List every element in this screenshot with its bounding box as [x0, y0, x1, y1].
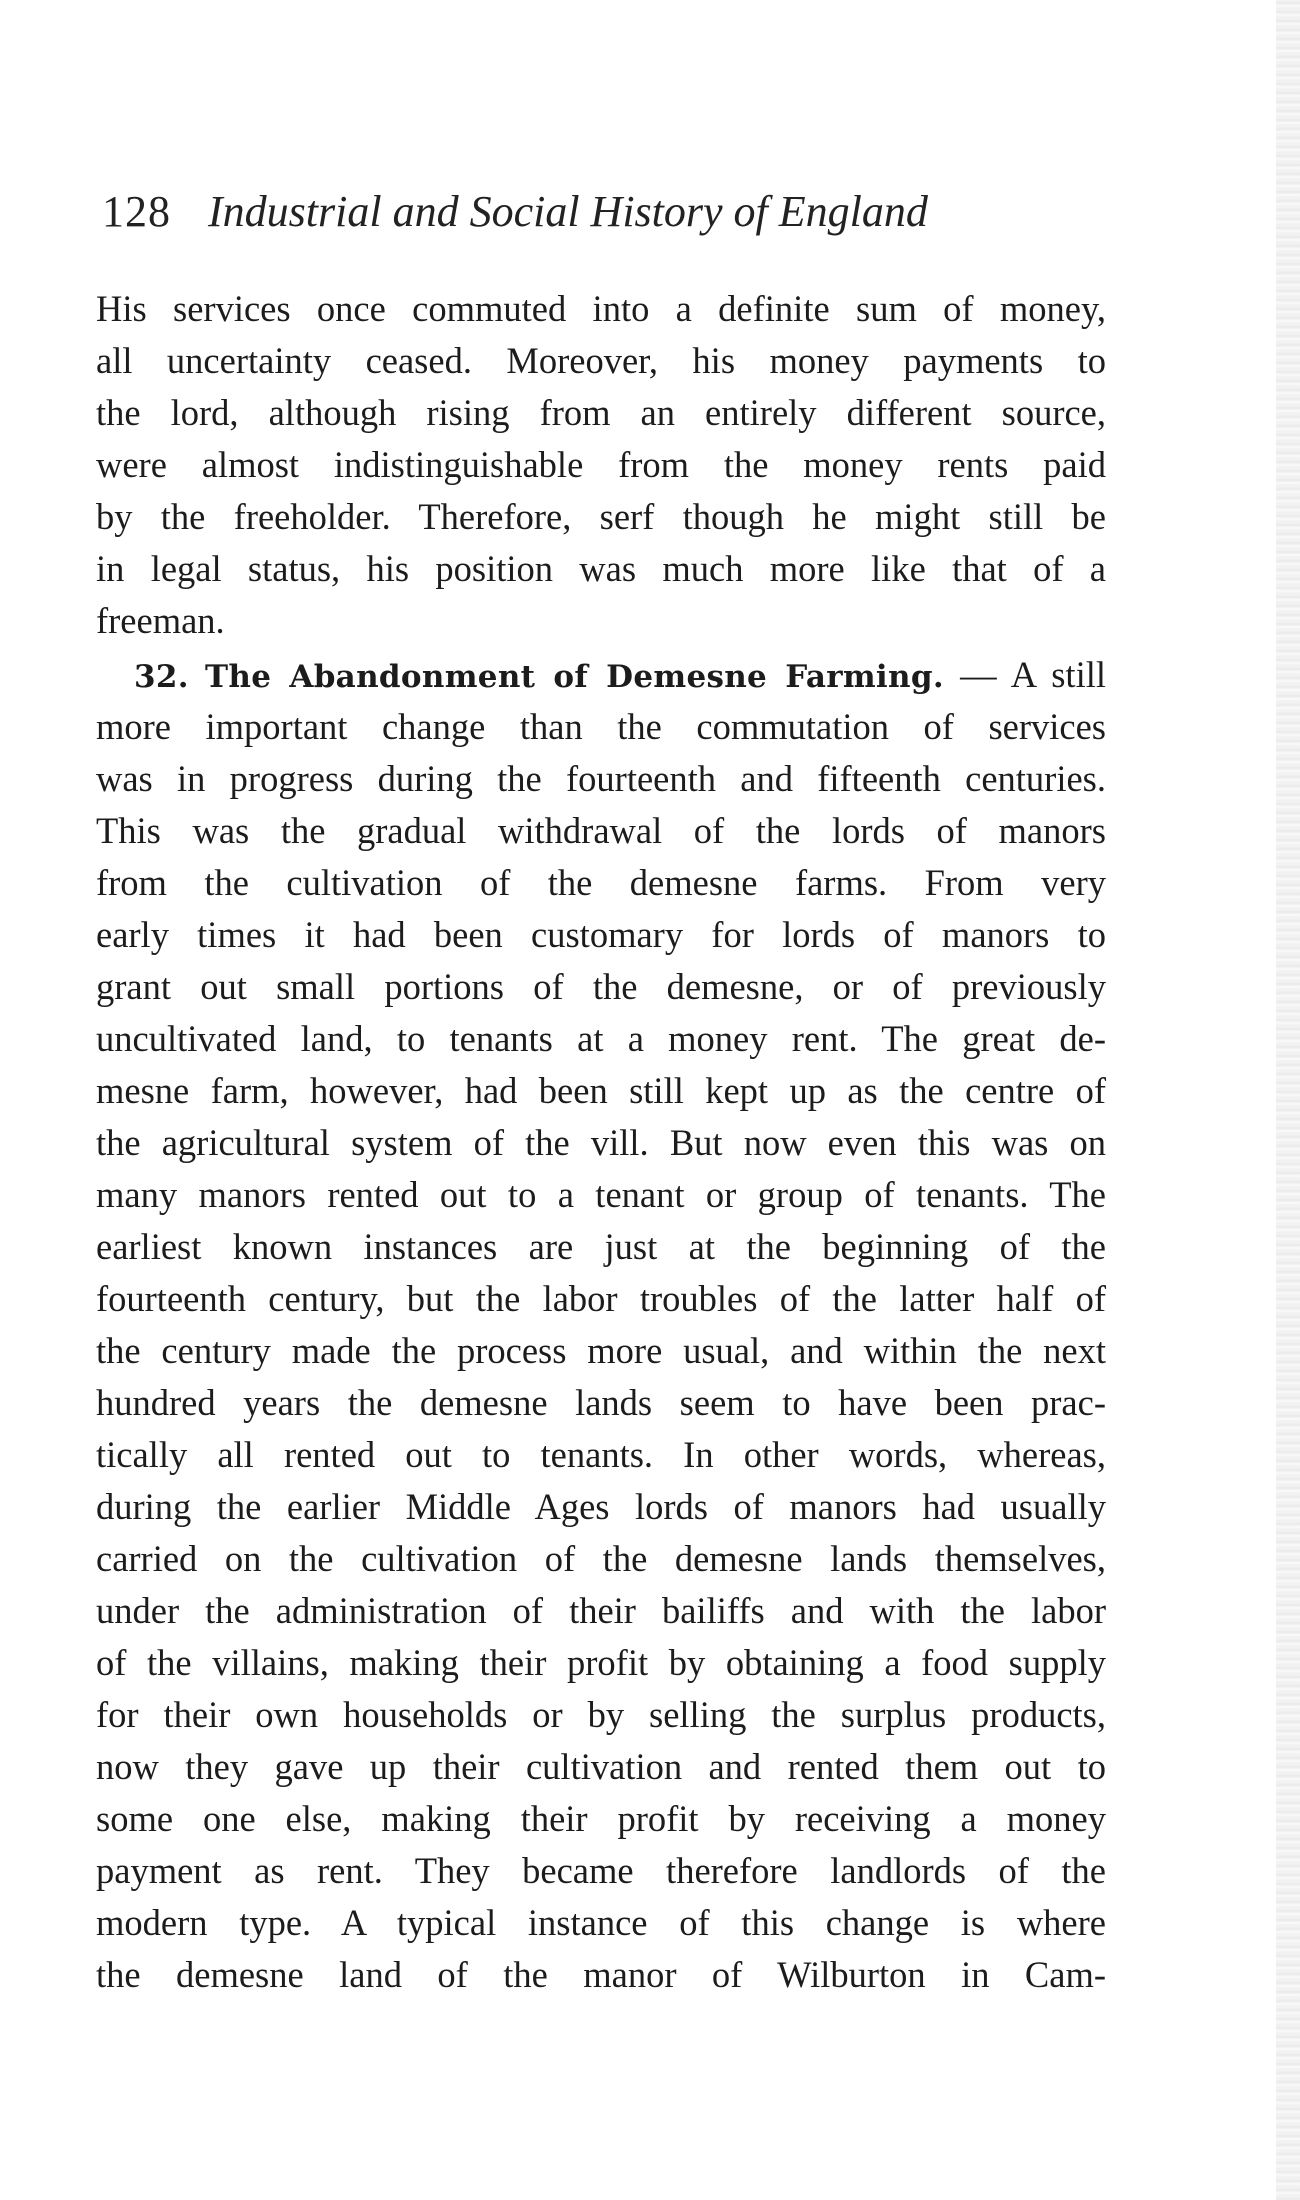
body-line: in legal status, his position was much more like that of a [96, 548, 1106, 589]
body-line: all uncertainty ceased. Moreover, his money payments to [96, 340, 1106, 381]
section-line: This was the gradual withdrawal of the lords of manors [96, 810, 1106, 851]
section-line: early times it had been customary for lords of manors to [96, 914, 1106, 955]
section-line: from the cultivation of the demesne farms. From very [96, 862, 1106, 903]
running-title: Industrial and Social History of England [208, 187, 928, 236]
page-header [102, 186, 1082, 246]
section-number: 32. [134, 659, 189, 695]
body-line: were almost indistinguishable from the money rents paid [96, 444, 1106, 485]
body-line: by the freeholder. Therefore, serf though he might still be [96, 496, 1106, 537]
section-line: more important change than the commutation of services [96, 706, 1106, 747]
section-line: grant out small portions of the demesne, or of previously [96, 966, 1106, 1007]
section-line: the century made the process more usual, and within the next [96, 1330, 1106, 1371]
section-line: of the villains, making their profit by obtaining a food supply [96, 1642, 1106, 1683]
section-line: some one else, making their profit by receiving a money [96, 1798, 1106, 1839]
body-line: the lord, although rising from an entirely different source, [96, 392, 1106, 433]
section-line: hundred years the demesne lands seem to have been prac- [96, 1382, 1106, 1423]
section-line: payment as rent. They became therefore landlords of the [96, 1850, 1106, 1891]
section-line: earliest known instances are just at the beginning of the [96, 1226, 1106, 1267]
section-heading-line [134, 652, 1106, 698]
section-line: mesne farm, however, had been still kept up as the centre of [96, 1070, 1106, 1111]
section-line: carried on the cultivation of the demesne lands themselves, [96, 1538, 1106, 1579]
section-line: many manors rented out to a tenant or group of tenants. The [96, 1174, 1106, 1215]
section-line: modern type. A typical instance of this change is where [96, 1902, 1106, 1943]
section-line: tically all rented out to tenants. In other words, whereas, [96, 1434, 1106, 1475]
section-line: for their own households or by selling the surplus products, [96, 1694, 1106, 1735]
page-edge-shadow [1276, 0, 1300, 2200]
section-title: The Abandonment of Demesne Farming. [205, 659, 944, 695]
page-number: 128 [102, 187, 171, 236]
section-first-line-rest: — A still [960, 654, 1106, 695]
section-line: during the earlier Middle Ages lords of manors had usually [96, 1486, 1106, 1527]
section-line: fourteenth century, but the labor troubles of the latter half of [96, 1278, 1106, 1319]
section-line: now they gave up their cultivation and rented them out to [96, 1746, 1106, 1787]
section-line: the demesne land of the manor of Wilburton in Cam- [96, 1954, 1106, 1995]
body-line: His services once commuted into a definite sum of money, [96, 288, 1106, 329]
section-line: under the administration of their bailiffs and with the labor [96, 1590, 1106, 1631]
section-line: uncultivated land, to tenants at a money rent. The great de- [96, 1018, 1106, 1059]
section-line: was in progress during the fourteenth and fifteenth centuries. [96, 758, 1106, 799]
body-line: freeman. [96, 600, 225, 641]
section-line: the agricultural system of the vill. But now even this was on [96, 1122, 1106, 1163]
